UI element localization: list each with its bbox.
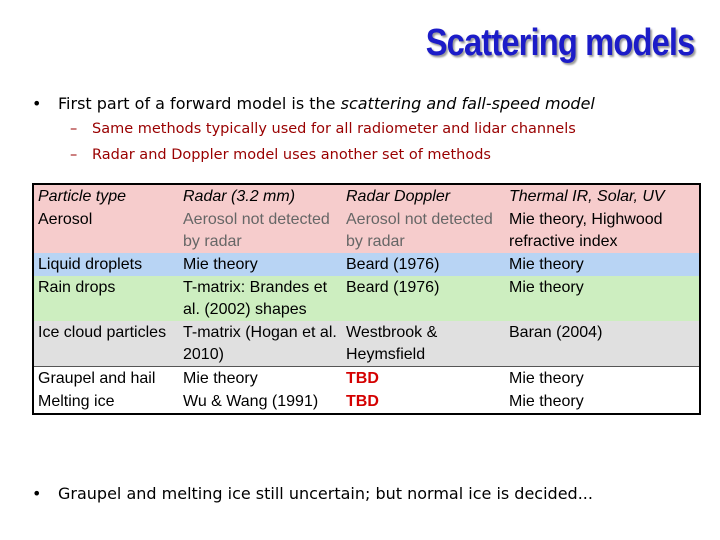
table-cell-tbd: TBD (342, 390, 505, 414)
table-cell: Mie theory (179, 253, 342, 276)
table-cell: Mie theory, Highwood refractive index (505, 208, 700, 253)
table-cell: Rain drops (33, 276, 179, 321)
dash-icon: – (70, 147, 78, 163)
table-cell: Mie theory (505, 367, 700, 391)
bullet-1-emphasis: scattering and fall-speed model (340, 94, 595, 113)
table-cell: Mie theory (505, 390, 700, 414)
table-cell: T-matrix (Hogan et al. 2010) (179, 321, 342, 367)
header-radar: Radar (3.2 mm) (179, 184, 342, 208)
scattering-models-table (32, 183, 701, 415)
table-header-row (33, 184, 700, 208)
bullet-dot: • (32, 94, 42, 113)
bullet-2 (32, 484, 593, 504)
sub-bullet-1-text: Same methods typically used for all radiometer and lidar channels (92, 121, 576, 137)
bullet-1-text: First part of a forward model is the (58, 94, 341, 113)
table-row (33, 321, 700, 367)
table-cell: Westbrook & Heymsfield (342, 321, 505, 367)
table-row (33, 253, 700, 276)
table-cell: T-matrix: Brandes et al. (2002) shapes (179, 276, 342, 321)
table-row (33, 367, 700, 391)
bullet-2-text: Graupel and melting ice still uncertain; but normal ice is decided... (58, 484, 593, 503)
table-cell: Ice cloud particles (33, 321, 179, 367)
table-cell: Mie theory (505, 276, 700, 321)
table-cell: Melting ice (33, 390, 179, 414)
bullet-dot: • (32, 484, 42, 503)
table-cell-tbd: TBD (342, 367, 505, 391)
slide-title: Scattering models (425, 22, 694, 64)
table-cell: Wu & Wang (1991) (179, 390, 342, 414)
header-thermal-ir: Thermal IR, Solar, UV (505, 184, 700, 208)
table-cell: Aerosol (33, 208, 179, 253)
table-row (33, 276, 700, 321)
header-radar-doppler: Radar Doppler (342, 184, 505, 208)
sub-bullet-2 (70, 147, 491, 163)
table-cell: Aerosol not detected by radar (342, 208, 505, 253)
table-row (33, 390, 700, 414)
table-cell: Liquid droplets (33, 253, 179, 276)
table-cell: Graupel and hail (33, 367, 179, 391)
header-particle-type: Particle type (33, 184, 179, 208)
table-cell: Beard (1976) (342, 253, 505, 276)
bullet-1 (32, 94, 595, 114)
table-row (33, 208, 700, 253)
table-cell: Mie theory (505, 253, 700, 276)
table-cell: Aerosol not detected by radar (179, 208, 342, 253)
sub-bullet-1 (70, 121, 576, 137)
table-cell: Baran (2004) (505, 321, 700, 367)
table-cell: Mie theory (179, 367, 342, 391)
sub-bullet-2-text: Radar and Doppler model uses another set of methods (92, 147, 491, 163)
dash-icon: – (70, 121, 78, 137)
table-cell: Beard (1976) (342, 276, 505, 321)
